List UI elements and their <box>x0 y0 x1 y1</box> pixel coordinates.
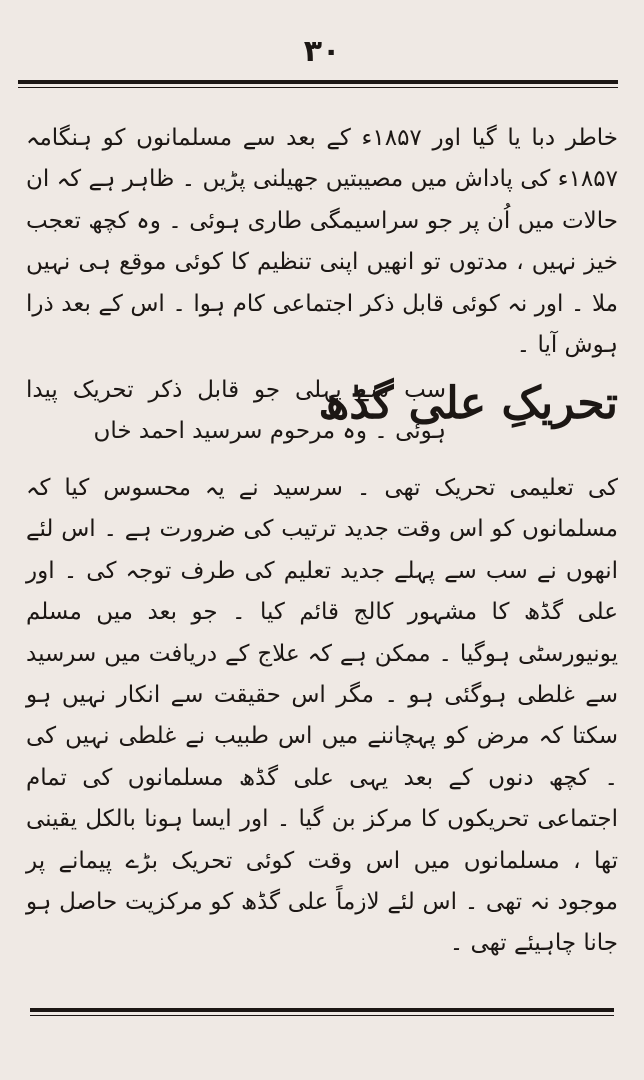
bottom-rule-thin-line <box>30 1015 614 1016</box>
section-heading: تحریکِ علی گڈھ <box>318 378 618 429</box>
page-number: ۳۰ <box>303 34 341 69</box>
paragraph-1: خاطر دبا یا گیا اور ۱۸۵۷ء کے بعد سے مسلمانوں کو ہنگامہ ۱۸۵۷ء کی پاداش میں مصیبتیں جھیلنی پڑیں ۔ ظاہر ہے کہ ان حالات میں اُن پر جو سراسیمگی طاری ہوئی ۔ وہ کچھ تعجب خیز نہیں ، مدتوں تو انھیں اپنی تنظیم کا کوئی موقع ہی نہیں ملا ۔ اور نہ کوئی قابل ذکر اجتماعی کام ہوا ۔ اس کے بعد ذرا ہوش آیا ۔ <box>26 125 618 359</box>
bottom-rule <box>30 1008 614 1016</box>
top-rule-thin-line <box>18 87 618 88</box>
section-intro-text: سب سے پہلی جو قابل ذکر تحریک پیدا ہوئی ۔ وہ مرحوم سرسید احمد خاں <box>26 377 446 445</box>
top-rule <box>18 80 618 88</box>
paragraph-2: کی تعلیمی تحریک تھی ۔ سرسید نے یہ محسوس کیا کہ مسلمانوں کو اس وقت جدید ترتیب کی ضرورت ہے ۔ اس لئے انھوں نے سب سے پہلے جدید تعلیم کی طرف توجہ کی ۔ اور علی گڈھ کا مشہور کالج قائم کیا ۔ جو بعد میں مسلم یونیورسٹی ہوگیا ۔ ممکن ہے کہ علاج کے دریافت میں سرسید سے غلطی ہوگئی ہو ۔ مگر اس حقیقت سے انکار نہیں ہو سکتا کہ مرض کو پہچاننے میں اس طبیب نے غلطی نہیں کی ۔ کچھ دنوں کے بعد یہی علی گڈھ مسلمانوں کی تمام اجتماعی تحریکوں کا مرکز بن گیا ۔ اور ایسا ہونا بالکل یقینی تھا ، مسلمانوں میں اس وقت کوئی تحریک بڑے پیمانے پر موجود نہ تھی ۔ اس لئے لازماً علی گڈھ کو مرکزیت حاصل ہو جانا چاہیئے تھی ۔ <box>26 475 618 957</box>
bottom-rule-thick-line <box>30 1008 614 1012</box>
section-heading-block <box>26 370 618 468</box>
top-rule-thick-line <box>18 80 618 84</box>
